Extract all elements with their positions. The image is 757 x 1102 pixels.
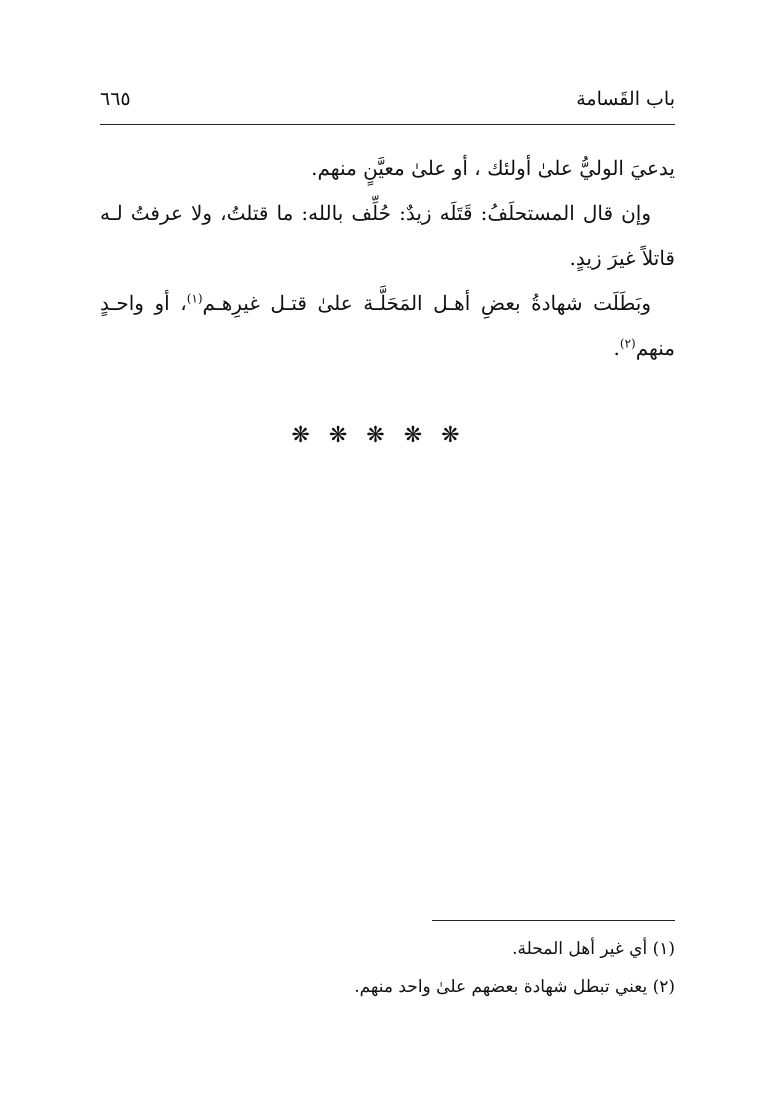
paragraph-3 xyxy=(100,281,675,371)
section-separator: ❋ ❋ ❋ ❋ ❋ xyxy=(291,423,466,448)
page-number: ٦٦٥ xyxy=(100,88,131,110)
footnotes xyxy=(100,930,675,1006)
paragraph-1: يدعيَ الوليُّ علىٰ أولئك ، أو علىٰ معيَّنٍ منهم. xyxy=(311,156,675,180)
paragraph-3-continuation: ، أو واحـدٍ منهم xyxy=(100,291,675,360)
footnote-2: (٢) يعني تبطل شهادة بعضهم علىٰ واحد منهم. xyxy=(354,977,675,997)
paragraph-2: وإن قال المستحلَفُ: قَتَلَه زيدٌ: حُلِّف بالله: ما قتلتُ، ولا عرفتُ لـه قاتلاً غيرَ زيدٍ. xyxy=(100,201,675,270)
paragraph-3-end: . xyxy=(613,336,620,360)
footnote-ref-2[interactable]: (٢) xyxy=(619,336,636,351)
footnote-1: (١) أي غير أهل المحلة. xyxy=(512,939,675,959)
header-divider xyxy=(100,124,675,125)
chapter-title: باب القَسامة xyxy=(576,88,675,110)
paragraph-3-text: وبَطَلَت شهادةُ بعضِ أهـل المَحَلَّـة علىٰ قتـل غيرِهـم xyxy=(202,291,651,315)
footnote-ref-1[interactable]: (١) xyxy=(186,291,203,306)
footnote-divider xyxy=(432,920,675,921)
main-text xyxy=(100,146,675,371)
page-header xyxy=(100,88,675,124)
